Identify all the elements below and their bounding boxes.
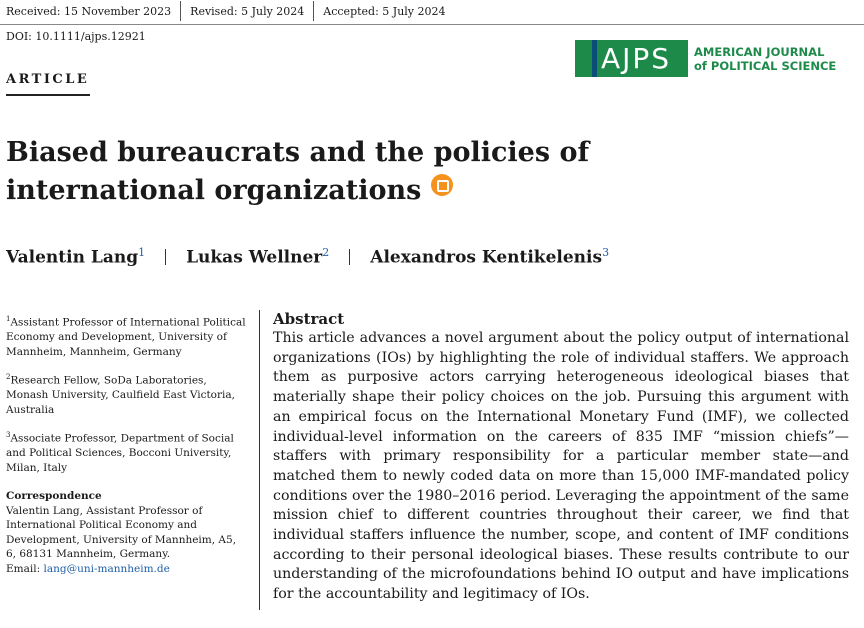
affiliation: $^1$Assistant Professor of International Political Economy and Development, University of Mannheim, Mannheim, Germany	[6, 315, 246, 358]
email-link[interactable]: lang@uni-mannheim.de	[43, 562, 170, 575]
ajps-logo-box	[575, 40, 688, 77]
revised-date: Revised: 5 July 2024	[190, 4, 305, 18]
affiliation: $^2$Research Fellow, SoDa Laboratories, Monash University, Caulfield East Victoria, Australia	[6, 373, 235, 416]
journal-logo[interactable]	[575, 40, 836, 77]
author[interactable]: Lukas Wellner$^2$	[186, 246, 330, 268]
open-access-icon[interactable]	[431, 174, 453, 196]
abstract	[273, 310, 849, 605]
article-type: ARTICLE	[6, 72, 90, 87]
doi-link[interactable]: DOI: 10.1111/ajps.12921	[6, 30, 146, 43]
divider	[349, 249, 350, 265]
affiliations	[6, 312, 246, 576]
author[interactable]: Valentin Lang$^1$	[6, 246, 146, 268]
article-type-rule	[6, 94, 90, 96]
abstract-text: This article advances a novel argument about the policy output of international organizations (IOs) by highlighting the role of individual staffers. We approach them as purposive actors carrying heterogeneous ideological biases that materially shape their policy choices on the job. Pursuing this argument with an empirical focus on the International Monetary Fund (IMF), we collected individual-level information on the careers of 835 IMF “mission chiefs”—staffers with primary responsibility for a particular member state—and matched them to newly coded data on more than 15,000 IMF-mandated policy conditions over the 1980–2016 period. Leveraging the appointment of the same mission chief to different countries throughout their career, we find that individual staffers influence the number, scope, and content of IMF conditions according to their personal ideological biases. These results contribute to our understanding of the microfoundations behind IO output and have implications for the accountability and legitimacy of IOs.	[273, 330, 849, 603]
page-title	[6, 134, 766, 210]
header-rule	[0, 24, 864, 25]
divider	[165, 249, 166, 265]
journal-name	[694, 45, 836, 73]
accepted-date: Accepted: 5 July 2024	[323, 4, 446, 18]
logo-bar	[592, 40, 597, 77]
article-dates	[0, 0, 864, 22]
title-text: Biased bureaucrats and the policies of international organizations	[6, 137, 590, 206]
journal-name-line2: of POLITICAL SCIENCE	[694, 58, 837, 73]
affiliation: $^3$Associate Professor, Department of Social and Political Sciences, Bocconi University, Milan, Italy	[6, 431, 234, 474]
journal-name-line1: AMERICAN JOURNAL	[694, 44, 825, 59]
correspondence-text: Valentin Lang, Assistant Professor of International Political Economy and Development, University of Mannheim, A5, 6, 68131 Mannheim, Germany.	[6, 504, 237, 560]
column-divider	[259, 310, 260, 610]
correspondence-email-row: Email: lang@uni-mannheim.de	[6, 562, 170, 575]
abstract-heading: Abstract	[273, 310, 345, 328]
received-date: Received: 15 November 2023	[6, 4, 172, 18]
logo-text: AJPS	[600, 42, 672, 75]
author[interactable]: Alexandros Kentikelenis$^3$	[370, 246, 610, 268]
author-list	[6, 246, 609, 268]
correspondence-heading: Correspondence	[6, 490, 102, 502]
